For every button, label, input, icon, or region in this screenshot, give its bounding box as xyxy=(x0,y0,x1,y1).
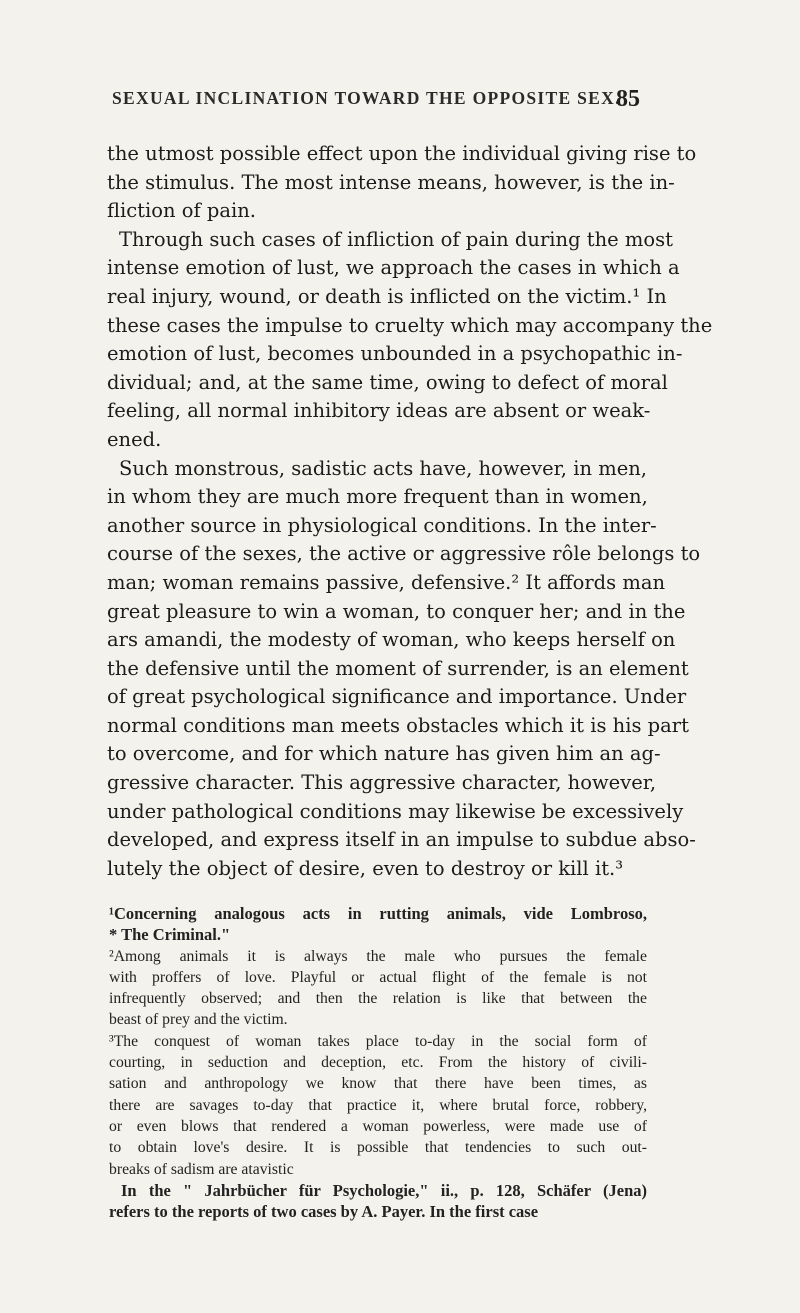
footnote-line: ²Among animals it is always the male who pursues the female xyxy=(109,947,647,965)
page-number: 85 xyxy=(616,86,640,112)
body-line: these cases the impulse to cruelty which may accompany the xyxy=(107,313,713,337)
body-line: of great psychological significance and importance. Under xyxy=(107,685,687,709)
footnote-line: ³The conquest of woman takes place to-day in the social form of xyxy=(109,1032,647,1050)
body-line: emotion of lust, becomes unbounded in a psychopathic in- xyxy=(107,342,683,366)
footnote-line: courting, in seduction and deception, etc. From the history of civili- xyxy=(109,1054,647,1072)
footnote-line: to obtain love's desire. It is possible that tendencies to such out- xyxy=(109,1139,647,1157)
footnote-line: ¹Concerning analogous acts in rutting animals, vide Lombroso, xyxy=(109,904,647,923)
body-line: real injury, wound, or death is inflicted on the victim.¹ In xyxy=(107,284,667,308)
body-line: to overcome, and for which nature has given him an ag- xyxy=(107,742,661,766)
footnote-line: or even blows that rendered a woman powerless, were made use of xyxy=(109,1117,647,1135)
body-line: feeling, all normal inhibitory ideas are absent or weak- xyxy=(107,399,651,423)
footnote-line: beast of prey and the victim. xyxy=(109,1011,288,1029)
footnote-line: infrequently observed; and then the relation is like that between the xyxy=(109,990,647,1008)
body-text xyxy=(107,140,713,883)
body-line: the utmost possible effect upon the individual giving rise to xyxy=(107,142,697,165)
body-line: in whom they are much more frequent than in women, xyxy=(107,485,648,509)
footnote-line: sation and anthropology we know that there have been times, as xyxy=(109,1075,647,1093)
footnote-line: * The Criminal." xyxy=(109,925,231,945)
body-line: gressive character. This aggressive character, however, xyxy=(107,771,657,795)
body-line: man; woman remains passive, defensive.² It affords man xyxy=(107,570,666,594)
body-line: developed, and express itself in an impulse to subdue abso- xyxy=(107,828,696,852)
body-line: dividual; and, at the same time, owing to defect of moral xyxy=(107,370,668,394)
body-line: fliction of pain. xyxy=(107,199,256,223)
footnote-line: refers to the reports of two cases by A. Payer. In the first case xyxy=(109,1202,539,1222)
body-line: Such monstrous, sadistic acts have, however, in men, xyxy=(119,456,647,480)
body-line: intense emotion of lust, we approach the cases in which a xyxy=(107,256,680,280)
body-line: under pathological conditions may likewise be excessively xyxy=(107,799,684,823)
body-line: ened. xyxy=(107,427,162,451)
body-line: ars amandi, the modesty of woman, who keeps herself on xyxy=(107,628,676,652)
body-line: the stimulus. The most intense means, however, is the in- xyxy=(107,170,675,194)
running-head: SEXUAL INCLINATION TOWARD THE OPPOSITE SEX. xyxy=(112,88,621,108)
body-line: another source in physiological conditions. In the inter- xyxy=(107,513,657,537)
body-line: great pleasure to win a woman, to conquer her; and in the xyxy=(107,599,686,623)
footnotes xyxy=(109,903,647,1222)
body-line: normal conditions man meets obstacles which it is his part xyxy=(107,713,689,737)
footnote-line: In the " Jahrbücher für Psychologie," ii., p. 128, Schäfer (Jena) xyxy=(121,1180,647,1200)
footnote-line: with proffers of love. Playful or actual flight of the female is not xyxy=(109,968,647,986)
body-line: course of the sexes, the active or aggressive rôle belongs to xyxy=(107,542,701,566)
body-line: Through such cases of infliction of pain during the most xyxy=(119,227,673,251)
page-header xyxy=(112,86,640,116)
footnote-line: breaks of sadism are atavistic xyxy=(109,1160,294,1178)
body-line: the defensive until the moment of surrender, is an element xyxy=(107,656,689,680)
footnote-line: there are savages to-day that practice it, where brutal force, robbery, xyxy=(109,1096,647,1114)
body-line: lutely the object of desire, even to destroy or kill it.³ xyxy=(107,856,624,880)
